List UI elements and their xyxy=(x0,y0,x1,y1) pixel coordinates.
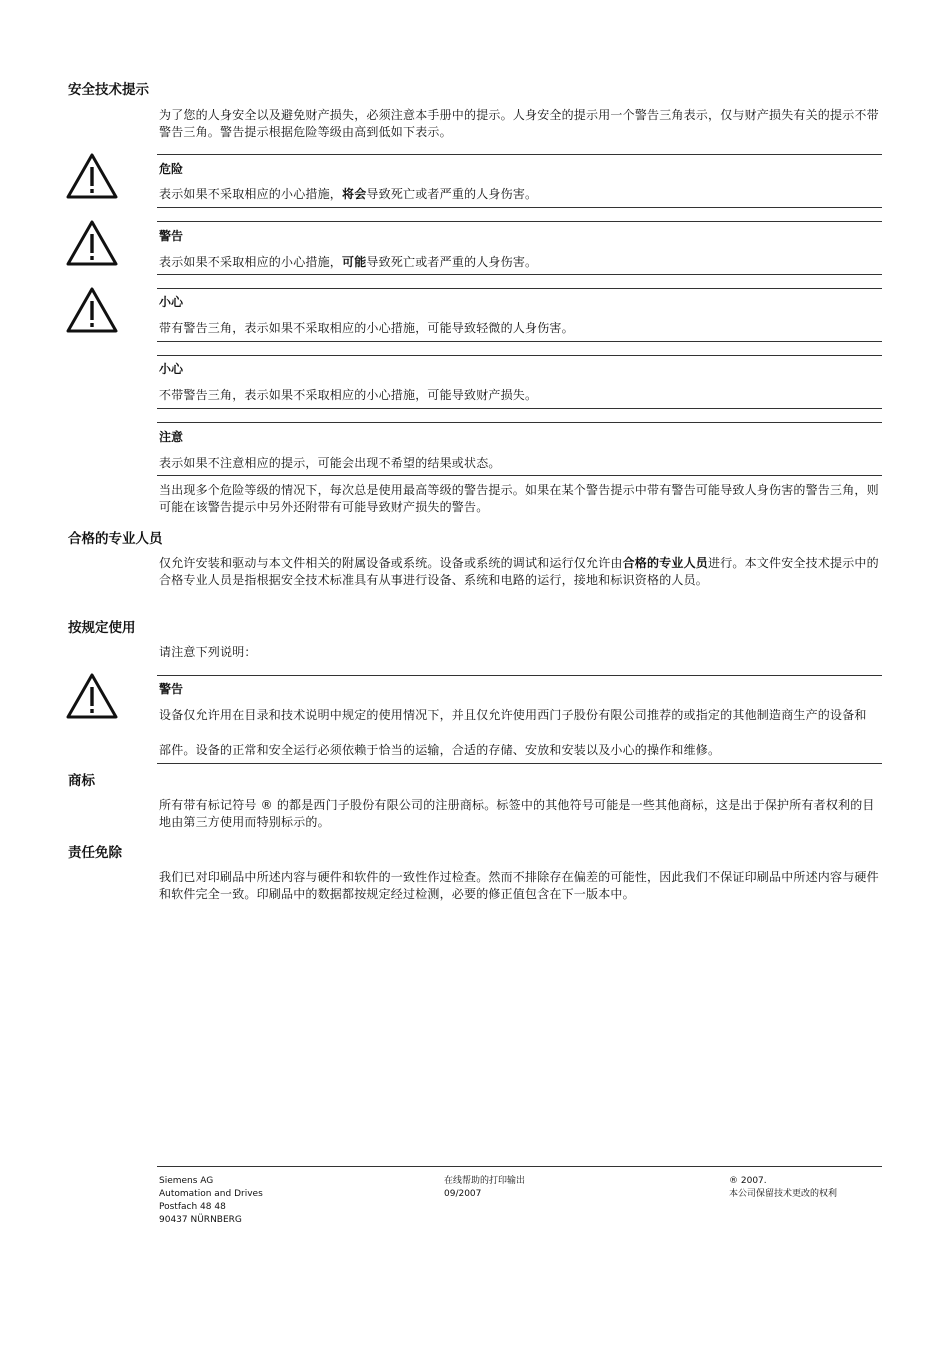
footer-division: Automation and Drives xyxy=(159,1189,263,1199)
qualified-heading: 合格的专业人员 xyxy=(68,531,163,547)
divider xyxy=(157,408,882,409)
notice-title: 注意 xyxy=(159,430,184,444)
divider xyxy=(157,475,882,476)
danger-text: 表示如果不采取相应的小心措施，将会导致死亡或者严重的人身伤害。 xyxy=(159,187,538,201)
safety-intro: 为了您的人身安全以及避免财产损失，必须注意本手册中的提示。人身安全的提示用一个警告三角表示，仅与财产损失有关的提示不带警告三角。警告提示根据危险等级由高到低如下表示。 xyxy=(159,108,879,139)
warning-title: 警告 xyxy=(159,229,184,243)
footer-divider xyxy=(157,1166,882,1167)
intended-use-heading: 按规定使用 xyxy=(68,620,136,636)
footer-date: 09/2007 xyxy=(444,1189,482,1199)
footer-address xyxy=(159,1175,263,1227)
divider xyxy=(157,422,882,423)
warning-triangle-icon xyxy=(66,672,118,720)
safety-heading: 安全技术提示 xyxy=(68,82,149,98)
intended-use-intro: 请注意下列说明： xyxy=(159,645,257,659)
divider xyxy=(157,675,882,676)
divider xyxy=(157,207,882,208)
divider xyxy=(157,341,882,342)
danger-title: 危险 xyxy=(159,162,184,176)
warning-triangle-icon xyxy=(66,286,118,334)
warning-text: 表示如果不采取相应的小心措施，可能导致死亡或者严重的人身伤害。 xyxy=(159,255,538,269)
divider xyxy=(157,221,882,222)
warning-triangle-icon xyxy=(66,219,118,267)
divider xyxy=(157,274,882,275)
footer-print-label: 在线帮助的打印输出 xyxy=(444,1176,526,1186)
footer-city: 90437 NÜRNBERG xyxy=(159,1215,242,1225)
divider xyxy=(157,288,882,289)
divider xyxy=(157,154,882,155)
intended-use-warning-title: 警告 xyxy=(159,682,184,696)
footer-rights: 本公司保留技术更改的权利 xyxy=(729,1189,838,1199)
footer-print-info xyxy=(444,1175,525,1201)
caution-plain-text: 不带警告三角，表示如果不采取相应的小心措施，可能导致财产损失。 xyxy=(159,388,538,402)
intended-use-warning-text: 设备仅允许用在目录和技术说明中规定的使用情况下，并且仅允许使用西门子股份有限公司推荐的或指定的其他制造商生产的设备和 xyxy=(159,708,867,722)
footer-company: Siemens AG xyxy=(159,1176,214,1186)
intended-use-warning-text-2: 部件。设备的正常和安全运行必须依赖于恰当的运输，合适的存储、安放和安装以及小心的操作和维修。 xyxy=(159,743,721,757)
trademarks-text: 所有带有标记符号 ® 的都是西门子股份有限公司的注册商标。标签中的其他符号可能是一些其他商标，这是出于保护所有者权利的目地由第三方使用而特别标示的。 xyxy=(159,798,875,829)
caution-text: 带有警告三角，表示如果不采取相应的小心措施，可能导致轻微的人身伤害。 xyxy=(159,321,574,335)
footer-postfach: Postfach 48 48 xyxy=(159,1202,226,1212)
divider xyxy=(157,355,882,356)
footer-copyright: ® 2007. xyxy=(729,1176,767,1186)
multiple-levels-text: 当出现多个危险等级的情况下，每次总是使用最高等级的警告提示。如果在某个警告提示中带有警告可能导致人身伤害的警告三角，则可能在该警告提示中另外还附带有可能导致财产损失的警告。 xyxy=(159,483,879,514)
footer-legal xyxy=(729,1175,837,1201)
disclaimer-heading: 责任免除 xyxy=(68,845,122,861)
caution-plain-title: 小心 xyxy=(159,362,184,376)
trademarks-heading: 商标 xyxy=(68,773,95,789)
notice-text: 表示如果不注意相应的提示，可能会出现不希望的结果或状态。 xyxy=(159,456,501,470)
disclaimer-text: 我们已对印刷品中所述内容与硬件和软件的一致性作过检查。然而不排除存在偏差的可能性，因此我们不保证印刷品中所述内容与硬件和软件完全一致。印刷品中的数据都按规定经过检测，必要的修正值包含在下一版本中。 xyxy=(159,870,879,901)
warning-triangle-icon xyxy=(66,152,118,200)
caution-title: 小心 xyxy=(159,295,184,309)
divider xyxy=(157,763,882,764)
qualified-text: 仅允许安装和驱动与本文件相关的附属设备或系统。设备或系统的调试和运行仅允许由合格的专业人员进行。本文件安全技术提示中的合格专业人员是指根据安全技术标准具有从事进行设备、系统和电路的运行，接地和标识资格的人员。 xyxy=(159,556,879,587)
